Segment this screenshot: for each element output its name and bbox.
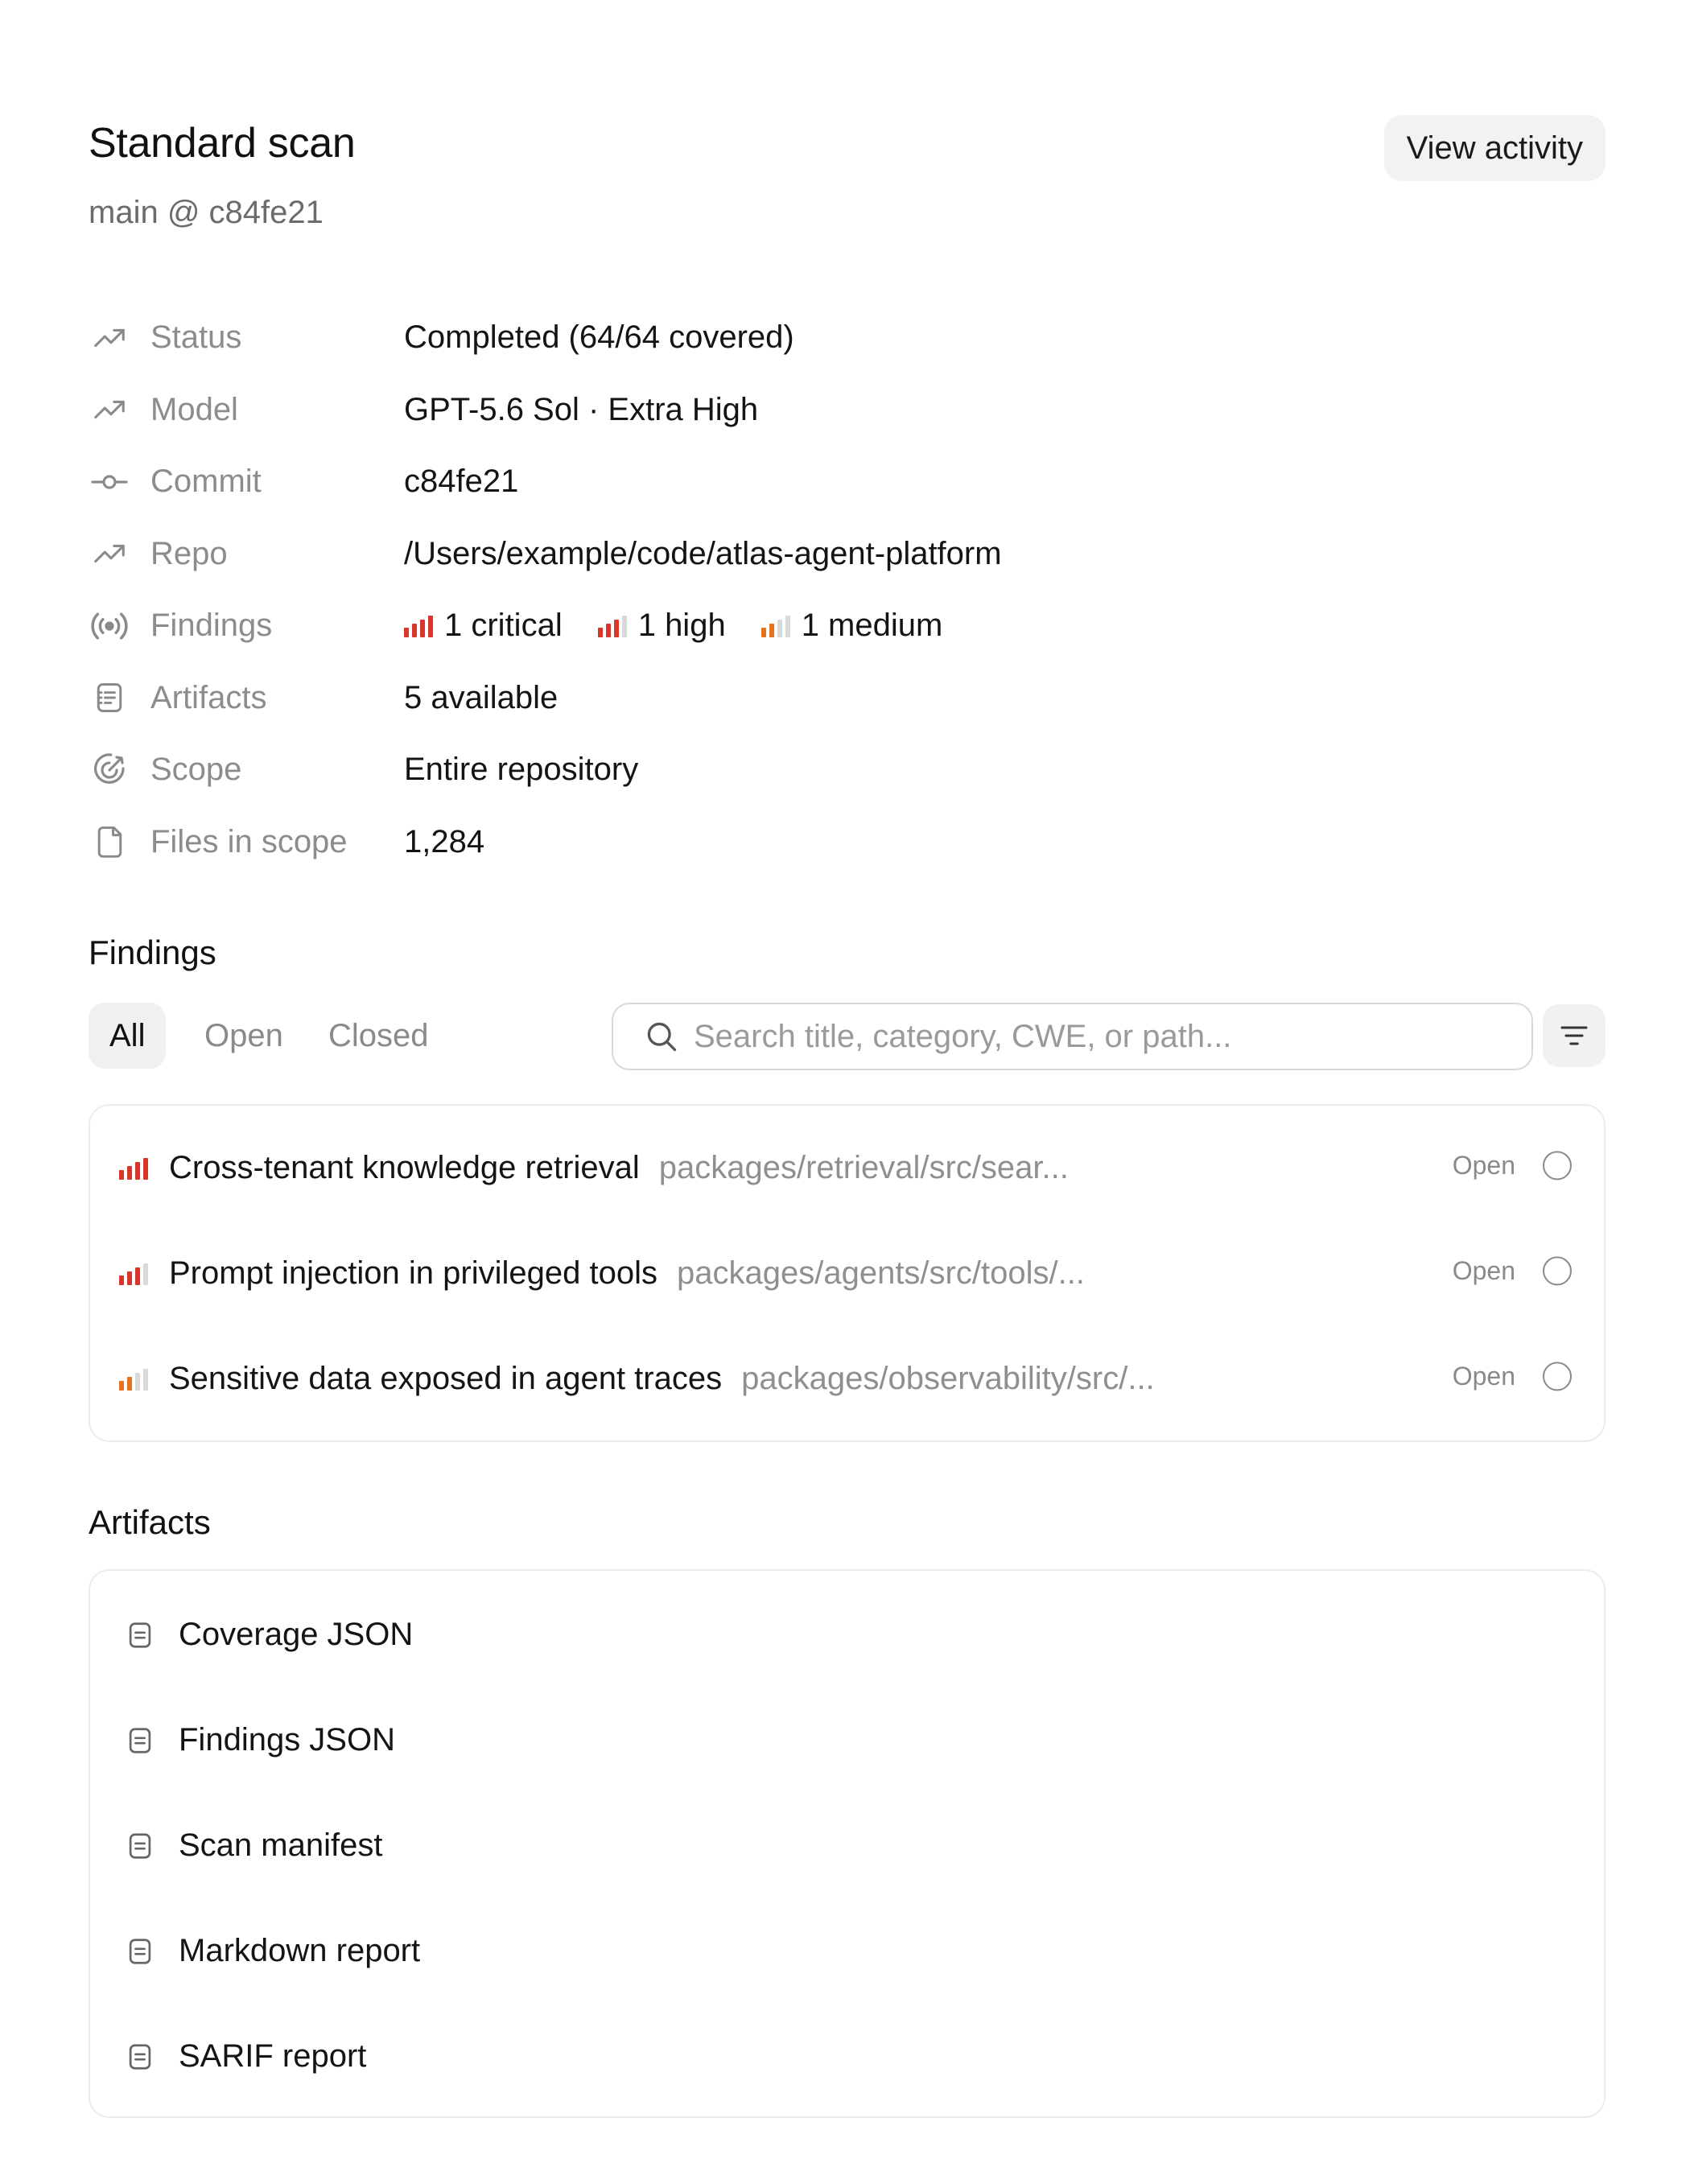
trend-up-icon: [89, 317, 130, 359]
document-icon: [124, 1935, 156, 1968]
finding-status-toggle[interactable]: [1543, 1151, 1572, 1180]
broadcast-icon: [89, 605, 130, 647]
meta-value: 5 available: [404, 679, 559, 715]
document-icon: [124, 1725, 156, 1757]
artifacts-heading: Artifacts: [89, 1503, 211, 1541]
finding-title: Sensitive data exposed in agent traces: [169, 1361, 723, 1396]
artifact-label: Scan manifest: [179, 1828, 383, 1863]
meta-row-commit: [89, 446, 1606, 518]
meta-label: Files in scope: [150, 823, 348, 859]
view-activity-button[interactable]: View activity: [1384, 115, 1606, 181]
document-list-icon: [89, 677, 130, 719]
artifact-item[interactable]: [90, 1687, 1604, 1793]
search-box[interactable]: [612, 1003, 1533, 1070]
commit-icon: [89, 461, 130, 503]
findings-list: [89, 1104, 1606, 1442]
finding-status: Open: [1452, 1150, 1515, 1180]
meta-label: Commit: [150, 464, 262, 500]
artifact-item[interactable]: [90, 1898, 1604, 2004]
meta-label: Scope: [150, 752, 242, 788]
document-icon: [124, 1619, 156, 1651]
finding-status: Open: [1452, 1255, 1515, 1285]
artifact-label: Coverage JSON: [179, 1617, 414, 1652]
tab-closed[interactable]: Closed: [328, 1017, 429, 1053]
trend-up-icon: [89, 533, 130, 575]
severity-bars-icon: [119, 1368, 148, 1391]
meta-label: Status: [150, 319, 242, 356]
finding-row[interactable]: [90, 1221, 1604, 1326]
tab-open[interactable]: Open: [204, 1017, 283, 1053]
meta-value: GPT-5.6 Sol · Extra High: [404, 391, 759, 427]
meta-value: 1,284: [404, 823, 485, 859]
finding-title: Cross-tenant knowledge retrieval: [169, 1150, 640, 1185]
artifact-item[interactable]: [90, 1582, 1604, 1687]
severity-label: 1 medium: [801, 608, 943, 644]
finding-row[interactable]: [90, 1326, 1604, 1432]
meta-label: Model: [150, 391, 238, 427]
meta-value: /Users/example/code/atlas-agent-platform: [404, 535, 1002, 571]
severity-critical-count: [404, 608, 563, 644]
findings-heading: Findings: [89, 933, 216, 971]
meta-row-files-in-scope: [89, 806, 1606, 879]
filter-icon: [1558, 1020, 1590, 1052]
meta-label: Artifacts: [150, 679, 267, 715]
branch-commit-subtitle: main @ c84fe21: [89, 195, 324, 230]
finding-path: packages/agents/src/tools/...: [676, 1255, 1085, 1291]
meta-label: Findings: [150, 608, 273, 644]
artifact-item[interactable]: [90, 1793, 1604, 1898]
artifacts-list: [89, 1569, 1606, 2118]
meta-value: c84fe21: [404, 464, 519, 500]
meta-row-scope: [89, 734, 1606, 806]
severity-bars-icon: [761, 615, 790, 637]
meta-row-repo: [89, 518, 1606, 591]
trend-up-icon: [89, 389, 130, 431]
target-icon: [89, 749, 130, 791]
finding-title: Prompt injection in privileged tools: [169, 1255, 657, 1291]
severity-bars-icon: [598, 615, 627, 637]
finding-status: Open: [1452, 1361, 1515, 1391]
finding-status-toggle[interactable]: [1543, 1362, 1572, 1391]
tab-all[interactable]: All: [89, 1003, 166, 1069]
meta-value: Completed (64/64 covered): [404, 319, 794, 356]
artifact-label: Markdown report: [179, 1933, 421, 1968]
severity-bars-icon: [404, 615, 433, 637]
meta-label: Repo: [150, 535, 228, 571]
severity-bars-icon: [119, 1157, 148, 1180]
severity-bars-icon: [119, 1263, 148, 1285]
findings-filter-bar: [89, 1003, 1606, 1070]
severity-label: 1 critical: [444, 608, 563, 644]
scan-header: [89, 113, 1606, 241]
file-icon: [89, 821, 130, 863]
filter-button[interactable]: [1543, 1004, 1606, 1067]
severity-summary: [404, 608, 942, 644]
meta-row-findings: [89, 590, 1606, 662]
page-title: Standard scan: [89, 120, 356, 167]
scan-metadata: [89, 302, 1606, 878]
meta-value: Entire repository: [404, 752, 639, 788]
meta-row-status: [89, 302, 1606, 374]
finding-row[interactable]: [90, 1115, 1604, 1221]
search-icon: [644, 1019, 679, 1054]
meta-row-artifacts: [89, 662, 1606, 735]
artifact-label: SARIF report: [179, 2038, 367, 2074]
finding-path: packages/observability/src/...: [741, 1361, 1155, 1396]
artifact-label: Findings JSON: [179, 1722, 395, 1758]
document-icon: [124, 1830, 156, 1862]
finding-path: packages/retrieval/src/sear...: [658, 1150, 1069, 1185]
severity-medium-count: [761, 608, 943, 644]
finding-status-toggle[interactable]: [1543, 1256, 1572, 1285]
artifact-item[interactable]: [90, 2004, 1604, 2109]
meta-row-model: [89, 374, 1606, 447]
severity-label: 1 high: [637, 608, 726, 644]
search-input[interactable]: [694, 1019, 1498, 1055]
severity-high-count: [598, 608, 726, 644]
document-icon: [124, 2041, 156, 2073]
